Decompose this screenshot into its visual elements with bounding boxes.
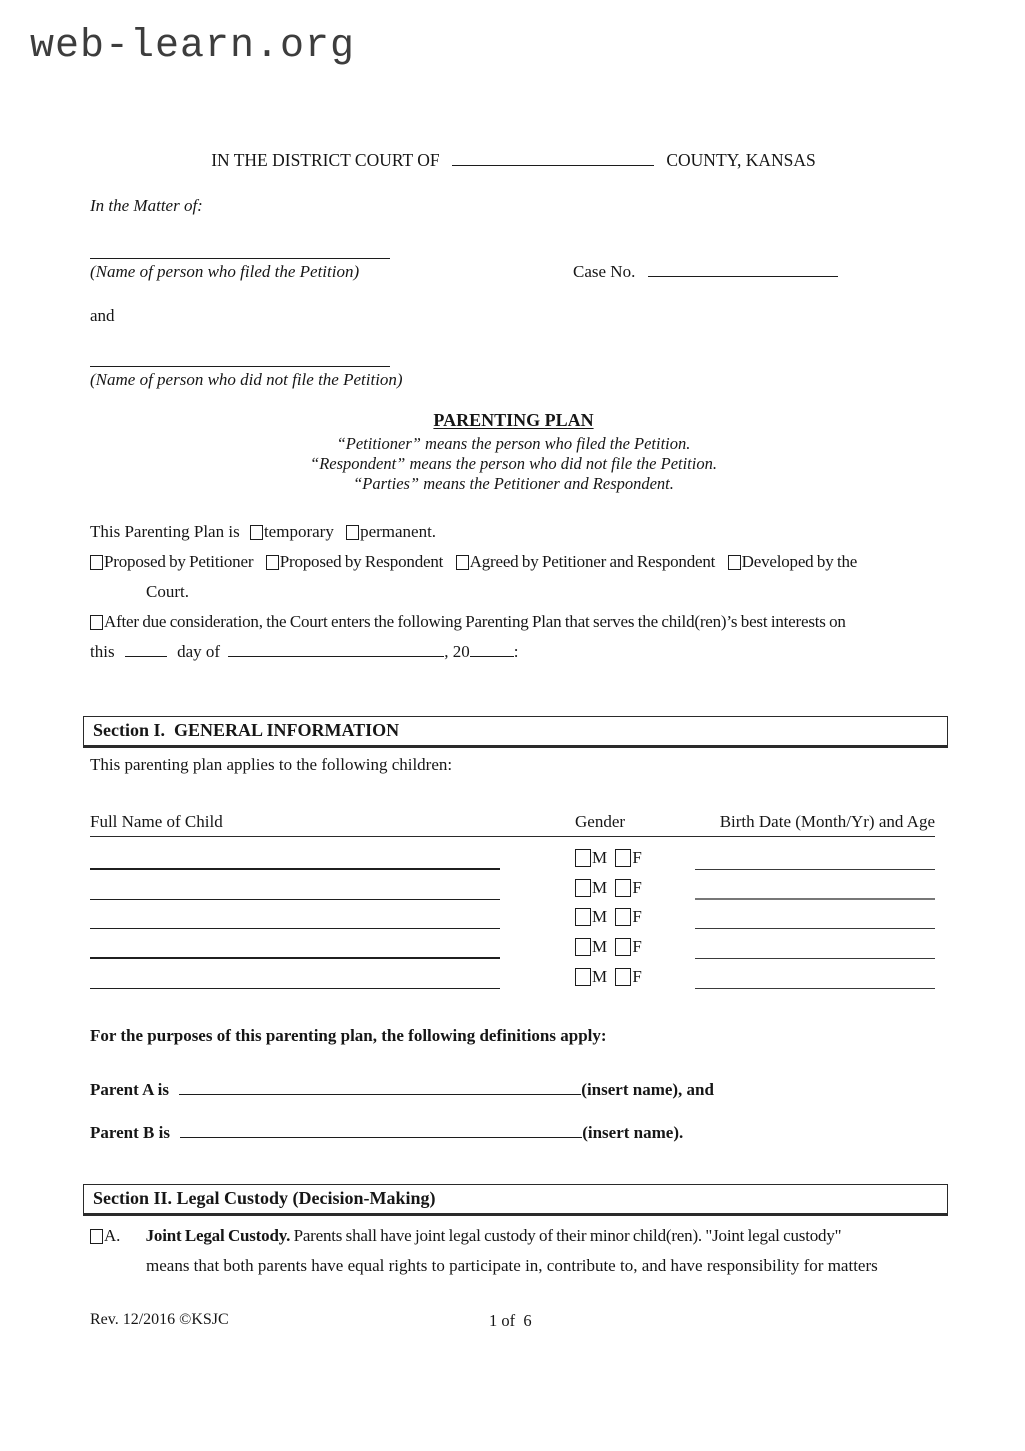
agreed-parties-label: Agreed by Petitioner and Respondent: [469, 552, 716, 571]
child-1-male-checkbox[interactable]: [575, 849, 591, 867]
child-3-female-checkbox[interactable]: [615, 908, 631, 926]
plan-origin-line: [90, 547, 937, 577]
day-of-label: day of: [177, 642, 221, 661]
in-matter-of-label: In the Matter of:: [90, 196, 203, 215]
child-4-gender: [575, 937, 642, 957]
item-a-line-2: means that both parents have equal rights to participate in, contribute to, and have responsibility for matters: [146, 1256, 878, 1275]
year-prefix-label: , 20: [444, 642, 470, 661]
child-4-birthdate-field[interactable]: [695, 958, 935, 959]
section-1-heading: Section I. GENERAL INFORMATION: [83, 716, 948, 748]
female-label: F: [632, 967, 642, 986]
child-4-male-checkbox[interactable]: [575, 938, 591, 956]
definitions-heading: For the purposes of this parenting plan, the following definitions apply:: [90, 1026, 607, 1045]
respondent-definition: “Respondent” means the person who did not file the Petition.: [310, 454, 717, 473]
col-name-header: Full Name of Child: [90, 812, 223, 831]
form-title: PARENTING PLAN: [433, 410, 594, 430]
parent-b-suffix: (insert name).: [582, 1123, 684, 1142]
court-consideration-checkbox[interactable]: [90, 615, 103, 630]
proposed-respondent-label: Proposed by Respondent: [279, 552, 444, 571]
revision-label: Rev. 12/2016 ©KSJC: [90, 1311, 229, 1328]
child-4-female-checkbox[interactable]: [615, 938, 631, 956]
parent-a-name-field[interactable]: [179, 1081, 581, 1095]
petitioner-caption-row: [90, 262, 937, 282]
proposed-petitioner-label: Proposed by Petitioner: [104, 552, 254, 571]
item-a-line-1: [90, 1226, 937, 1246]
day-field[interactable]: [125, 643, 167, 657]
female-label: F: [632, 848, 642, 867]
male-label: M: [592, 907, 608, 926]
parent-b-name-field[interactable]: [180, 1124, 582, 1138]
plan-type-line: [90, 517, 937, 547]
child-row-2: [90, 872, 935, 901]
child-5-name-field[interactable]: [90, 988, 500, 989]
item-a-label: A.: [104, 1226, 121, 1245]
court-caption-prefix: IN THE DISTRICT COURT OF: [211, 150, 440, 170]
court-continuation-label: Court.: [146, 582, 189, 601]
site-logo: web-learn.org: [30, 24, 356, 69]
parent-a-line: [90, 1080, 937, 1100]
respondent-name-field[interactable]: [90, 352, 390, 367]
child-5-birthdate-field[interactable]: [695, 988, 935, 989]
child-1-name-field[interactable]: [90, 868, 500, 870]
plan-type-block: [90, 517, 937, 667]
parent-a-suffix: (insert name), and: [581, 1080, 714, 1099]
form-content: [90, 0, 937, 1451]
joint-legal-custody-text: Parents shall have joint legal custody of their minor child(ren). "Joint legal custody": [293, 1226, 842, 1245]
child-row-5: [90, 961, 935, 990]
court-caption-line: [90, 150, 937, 171]
county-field[interactable]: [452, 152, 654, 166]
child-5-gender: [575, 967, 642, 987]
petitioner-caption: (Name of person who filed the Petition): [90, 262, 360, 281]
definition-lines: [90, 434, 937, 494]
joint-legal-custody-checkbox[interactable]: [90, 1229, 103, 1244]
agreed-parties-checkbox[interactable]: [456, 555, 469, 570]
plan-type-prefix: This Parenting Plan is: [90, 522, 240, 541]
child-4-name-field[interactable]: [90, 957, 500, 959]
court-caption-suffix: COUNTY, KANSAS: [666, 150, 816, 170]
proposed-petitioner-checkbox[interactable]: [90, 555, 103, 570]
case-no-group: [573, 262, 838, 282]
child-3-birthdate-field[interactable]: [695, 928, 935, 929]
child-2-gender: [575, 878, 642, 898]
female-label: F: [632, 907, 642, 926]
year-field[interactable]: [470, 643, 514, 657]
parties-definition: “Parties” means the Petitioner and Respondent.: [353, 474, 674, 493]
joint-legal-custody-title: Joint Legal Custody.: [145, 1226, 291, 1245]
child-3-name-field[interactable]: [90, 928, 500, 929]
child-1-birthdate-field[interactable]: [695, 869, 935, 870]
male-label: M: [592, 937, 608, 956]
col-birthdate-header: Birth Date (Month/Yr) and Age: [719, 812, 935, 831]
child-2-name-field[interactable]: [90, 899, 500, 900]
developed-court-label: Developed by the: [741, 552, 858, 571]
page-number: 1 of 6: [489, 1311, 532, 1330]
child-row-1: [90, 842, 935, 871]
consideration-line: [90, 607, 937, 637]
male-label: M: [592, 878, 608, 897]
petitioner-name-field[interactable]: [90, 244, 390, 259]
temporary-checkbox[interactable]: [250, 525, 263, 540]
developed-court-checkbox[interactable]: [728, 555, 741, 570]
this-label: this: [90, 642, 115, 661]
child-5-female-checkbox[interactable]: [615, 968, 631, 986]
date-line: [90, 637, 937, 667]
child-2-male-checkbox[interactable]: [575, 879, 591, 897]
col-gender-header: Gender: [575, 812, 626, 831]
child-1-gender: [575, 848, 642, 868]
parent-b-label: Parent B is: [90, 1123, 170, 1142]
female-label: F: [632, 937, 642, 956]
child-2-birthdate-field[interactable]: [695, 898, 935, 900]
petitioner-definition: “Petitioner” means the person who filed the Petition.: [336, 434, 691, 453]
children-table-header: [90, 812, 935, 837]
child-5-male-checkbox[interactable]: [575, 968, 591, 986]
female-label: F: [632, 878, 642, 897]
parent-a-label: Parent A is: [90, 1080, 170, 1099]
child-row-4: [90, 931, 935, 960]
and-label: and: [90, 306, 115, 325]
consideration-text: After due consideration, the Court enters the following Parenting Plan that serves the child(ren)’s best interests on: [104, 612, 846, 631]
child-3-male-checkbox[interactable]: [575, 908, 591, 926]
month-field[interactable]: [228, 643, 444, 657]
child-3-gender: [575, 907, 642, 927]
male-label: M: [592, 848, 608, 867]
permanent-checkbox[interactable]: [346, 525, 359, 540]
parent-b-line: [90, 1123, 937, 1143]
colon-label: :: [513, 642, 519, 661]
case-no-label: Case No.: [573, 262, 636, 281]
section-2-heading: Section II. Legal Custody (Decision-Making): [83, 1184, 948, 1216]
children-intro: This parenting plan applies to the following children:: [90, 755, 453, 774]
respondent-caption: (Name of person who did not file the Petition): [90, 370, 403, 389]
child-2-female-checkbox[interactable]: [615, 879, 631, 897]
permanent-label: permanent.: [360, 522, 437, 541]
proposed-respondent-checkbox[interactable]: [266, 555, 279, 570]
male-label: M: [592, 967, 608, 986]
child-row-3: [90, 901, 935, 930]
temporary-label: temporary: [263, 522, 334, 541]
child-1-female-checkbox[interactable]: [615, 849, 631, 867]
case-no-field[interactable]: [648, 263, 838, 277]
